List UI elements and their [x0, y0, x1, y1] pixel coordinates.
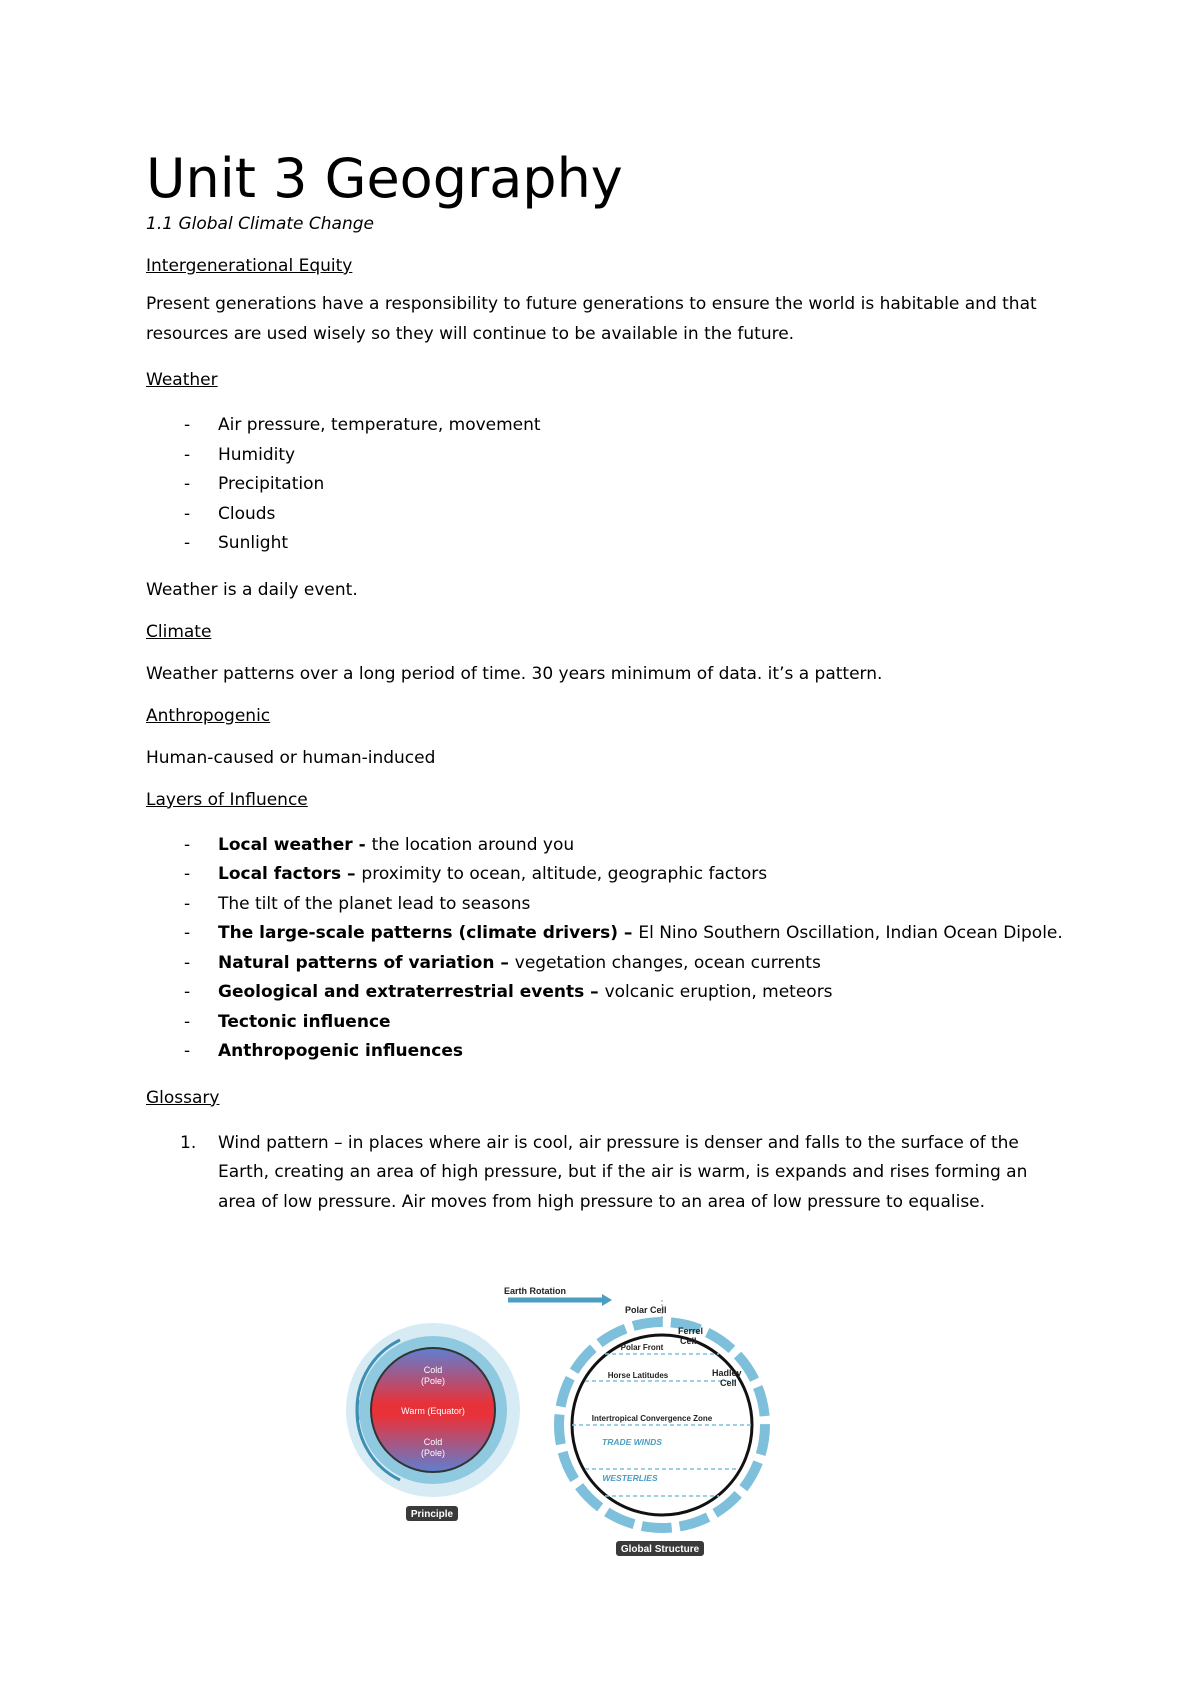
climate-text: Weather patterns over a long period of time. 30 years minimum of data. it’s a pattern.: [146, 663, 883, 684]
section-subtitle: 1.1 Global Climate Change: [146, 214, 374, 234]
list-item: [146, 1008, 1066, 1038]
item-number: 1.: [180, 1132, 197, 1153]
trade-winds-label: TRADE WINDS: [602, 1437, 662, 1447]
polar-front-label: Polar Front: [620, 1343, 664, 1352]
hadley-label: Hadley: [712, 1368, 742, 1378]
heading-weather: Weather: [146, 370, 218, 390]
hadley-cell-label: Cell: [720, 1378, 737, 1388]
document-page: [146, 148, 1066, 1217]
layers-list: [146, 831, 1066, 1067]
list-item: [146, 890, 1066, 920]
list-item: - Clouds: [146, 500, 1066, 530]
westerlies-label: WESTERLIES: [602, 1473, 658, 1483]
item-text: El Nino Southern Oscillation, Indian Ocean Dipole.: [638, 923, 1063, 943]
pole-top-label: (Pole): [420, 1376, 446, 1386]
ferrel-label: Ferrel: [678, 1326, 704, 1336]
list-item: [146, 919, 1066, 949]
figure-svg: [340, 1280, 820, 1570]
item-text: The tilt of the planet lead to seasons: [218, 893, 531, 914]
polar-cell-label: Polar Cell: [625, 1305, 667, 1315]
item-text: Wind pattern – in places where air is cool, air pressure is denser and falls to the surface of the Earth, creating an area of high pressure, but if the air is warm, is expands and rises forming an area of low pressure. Air moves from high pressure to an area of low pressure to equalise.: [218, 1132, 1028, 1212]
item-bold: Local weather -: [218, 834, 372, 855]
earth-globe: [572, 1335, 752, 1515]
list-item: [146, 949, 1066, 979]
anthropogenic-text: Human-caused or human-induced: [146, 747, 436, 768]
heading-glossary: Glossary: [146, 1087, 220, 1108]
glossary-list: [146, 1129, 1066, 1218]
pole-bottom-label: (Pole): [420, 1448, 446, 1458]
item-bold: Natural patterns of variation –: [218, 952, 515, 973]
weather-list: [146, 411, 1066, 559]
heading-equity: Intergenerational Equity: [146, 256, 353, 276]
list-item: [146, 860, 1066, 890]
principle-caption: Principle: [410, 1509, 454, 1520]
list-item: - Precipitation: [146, 470, 1066, 500]
item-bold: Tectonic influence: [218, 1011, 391, 1032]
itcz-label: Intertropical Convergence Zone: [591, 1414, 713, 1423]
global-structure-diagram: [504, 1286, 765, 1556]
rotation-arrowhead: [602, 1294, 612, 1306]
list-item: - Air pressure, temperature, movement: [146, 411, 1066, 441]
principle-diagram: [346, 1323, 520, 1521]
warm-equator-label: Warm (Equator): [401, 1406, 465, 1416]
weather-note: Weather is a daily event.: [146, 579, 358, 600]
page-title: Unit 3 Geography: [146, 147, 623, 210]
cold-bottom-label: Cold: [423, 1437, 443, 1447]
equity-text: Present generations have a responsibility to future generations to ensure the world is habitable and that resources are used wisely so they will continue to be available in the future.: [146, 294, 1037, 344]
list-item: [146, 1129, 1066, 1218]
item-text: vegetation changes, ocean currents: [514, 952, 821, 973]
wind-pattern-figure: [340, 1280, 820, 1570]
item-bold: Local factors –: [218, 864, 362, 884]
list-item: [146, 831, 1066, 861]
horse-latitudes-label: Horse Latitudes: [607, 1371, 669, 1380]
item-bold: Anthropogenic influences: [218, 1041, 464, 1061]
item-text: the location around you: [371, 834, 575, 855]
heading-anthropogenic: Anthropogenic: [146, 705, 271, 726]
list-item: - Sunlight: [146, 529, 1066, 559]
list-item: - Humidity: [146, 441, 1066, 471]
list-item: [146, 1037, 1066, 1067]
cold-top-label: Cold: [423, 1365, 443, 1375]
item-text: proximity to ocean, altitude, geographic factors: [361, 864, 768, 884]
ferrel-cell-label: Cell: [680, 1336, 697, 1346]
item-text: volcanic eruption, meteors: [604, 982, 833, 1002]
list-item: [146, 978, 1066, 1008]
item-bold: The large-scale patterns (climate drivers) –: [218, 923, 639, 943]
heading-climate: Climate: [146, 621, 212, 642]
global-caption: Global Structure: [620, 1544, 700, 1555]
heading-layers: Layers of Influence: [146, 789, 308, 810]
item-bold: Geological and extraterrestrial events –: [218, 982, 605, 1002]
earth-rotation-label: Earth Rotation: [504, 1286, 566, 1296]
